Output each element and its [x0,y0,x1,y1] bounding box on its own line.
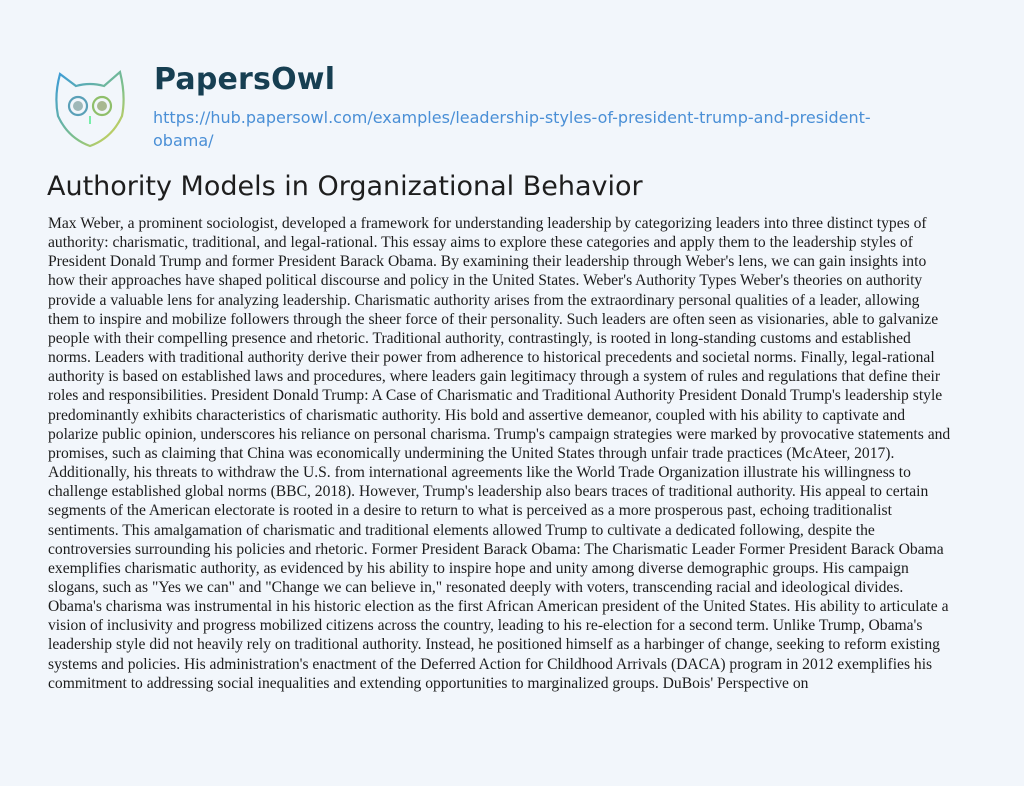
article-body [48,214,950,693]
article-body-line: slogans, such as "Yes we can" and "Change we can believe in," resonated deeply with voters, transcending racial and ideological divides. [48,578,904,596]
article-body-line: exemplifies charismatic authority, as evidenced by his ability to inspire hope and unity among diverse demographic groups. His campaign [48,559,909,577]
article-body-line: controversies surrounding his policies and rhetoric. Former President Barack Obama: The Charismatic Leader Former President Barack Obama [48,540,944,558]
article-body-line: commitment to addressing social inequalities and extending opportunities to marginalized groups. DuBois' Perspective on [48,674,809,692]
article-body-line: norms. Leaders with traditional authority derive their power from adherence to historical precedents and societal norms. Finally, legal-rational [48,349,935,367]
article-body-line: people with their compelling presence and rhetoric. Traditional authority, contrastingly, is rooted in long-standing customs and established [48,329,911,347]
article-body-line: President Donald Trump and former President Barack Obama. By examining their leadership through Weber's lens, we can gain insights into [48,253,927,271]
article-body-line: promises, such as claiming that China was economically undermining the United States through unfair trade practices (McAteer, 2017). [48,444,895,462]
source-url-link[interactable]: https://hub.papersowl.com/examples/leadership-styles-of-president-trump-and-president-obama/ [153,108,871,150]
article-body-line: Obama's charisma was instrumental in his historic election as the first African American president of the United States. His ability to articulate a [48,598,949,616]
article-body-line: segments of the American electorate is rooted in a desire to return to what is perceived as a more prosperous past, echoing traditionalist [48,502,892,520]
article-body-line: roles and responsibilities. President Donald Trump: A Case of Charismatic and Traditional Authority President Donald Trump's leadership style [48,387,943,405]
brand-name: PapersOwl [154,62,336,97]
article-body-line: predominantly exhibits characteristics of charismatic authority. His bold and assertive demeanor, coupled with his ability to captivate and [48,406,906,424]
article-body-line: Additionally, his threats to withdraw the U.S. from international agreements like the World Trade Organization illustrate his willingness to [48,464,911,482]
article-body-line: authority is based on established laws and procedures, where leaders gain legitimacy through a system of rules and regulations that define their [48,368,941,386]
article-body-line: polarize public opinion, underscores his reliance on personal charisma. Trump's campaign strategies were marked by provocative statements and [48,425,951,443]
article-body-line: Max Weber, a prominent sociologist, developed a framework for understanding leadership by categorizing leaders into three distinct types of [48,215,927,232]
article-body-line: systems and policies. His administration's enactment of the Deferred Action for Childhood Arrivals (DACA) program in 2012 exemplifies his [48,655,933,673]
article-body-line: authority: charismatic, traditional, and legal-rational. This essay aims to explore these categories and apply them to the leadership styles of [48,234,913,252]
article-body-line: challenge established global norms (BBC, 2018). However, Trump's leadership also bears traces of traditional authority. His appeal to certain [48,483,929,501]
article-body-line: them to inspire and mobilize followers through the sheer force of their personality. Such leaders are often seen as visionaries, able to galvanize [48,310,939,328]
article-body-line: provide a valuable lens for analyzing leadership. Charismatic authority arises from the extraordinary personal qualities of a leader, allowing [48,291,920,309]
article-title: Authority Models in Organizational Behavior [47,171,643,202]
papersowl-owl-logo-icon [50,66,130,150]
article-body-line: leadership style did not heavily rely on traditional authority. Instead, he positioned himself as a harbinger of change, seeking to reform existing [48,636,940,654]
article-body-line: vision of inclusivity and progress mobilized citizens across the country, leading to his re-election for a second term. Unlike Trump, Obama's [48,617,923,635]
article-body-line: sentiments. This amalgamation of charismatic and traditional elements allowed Trump to cultivate a dedicated following, despite the [48,521,875,539]
article-body-line: how their approaches have shaped political discourse and policy in the United States. Weber's Authority Types Weber's theories on authority [48,272,923,290]
